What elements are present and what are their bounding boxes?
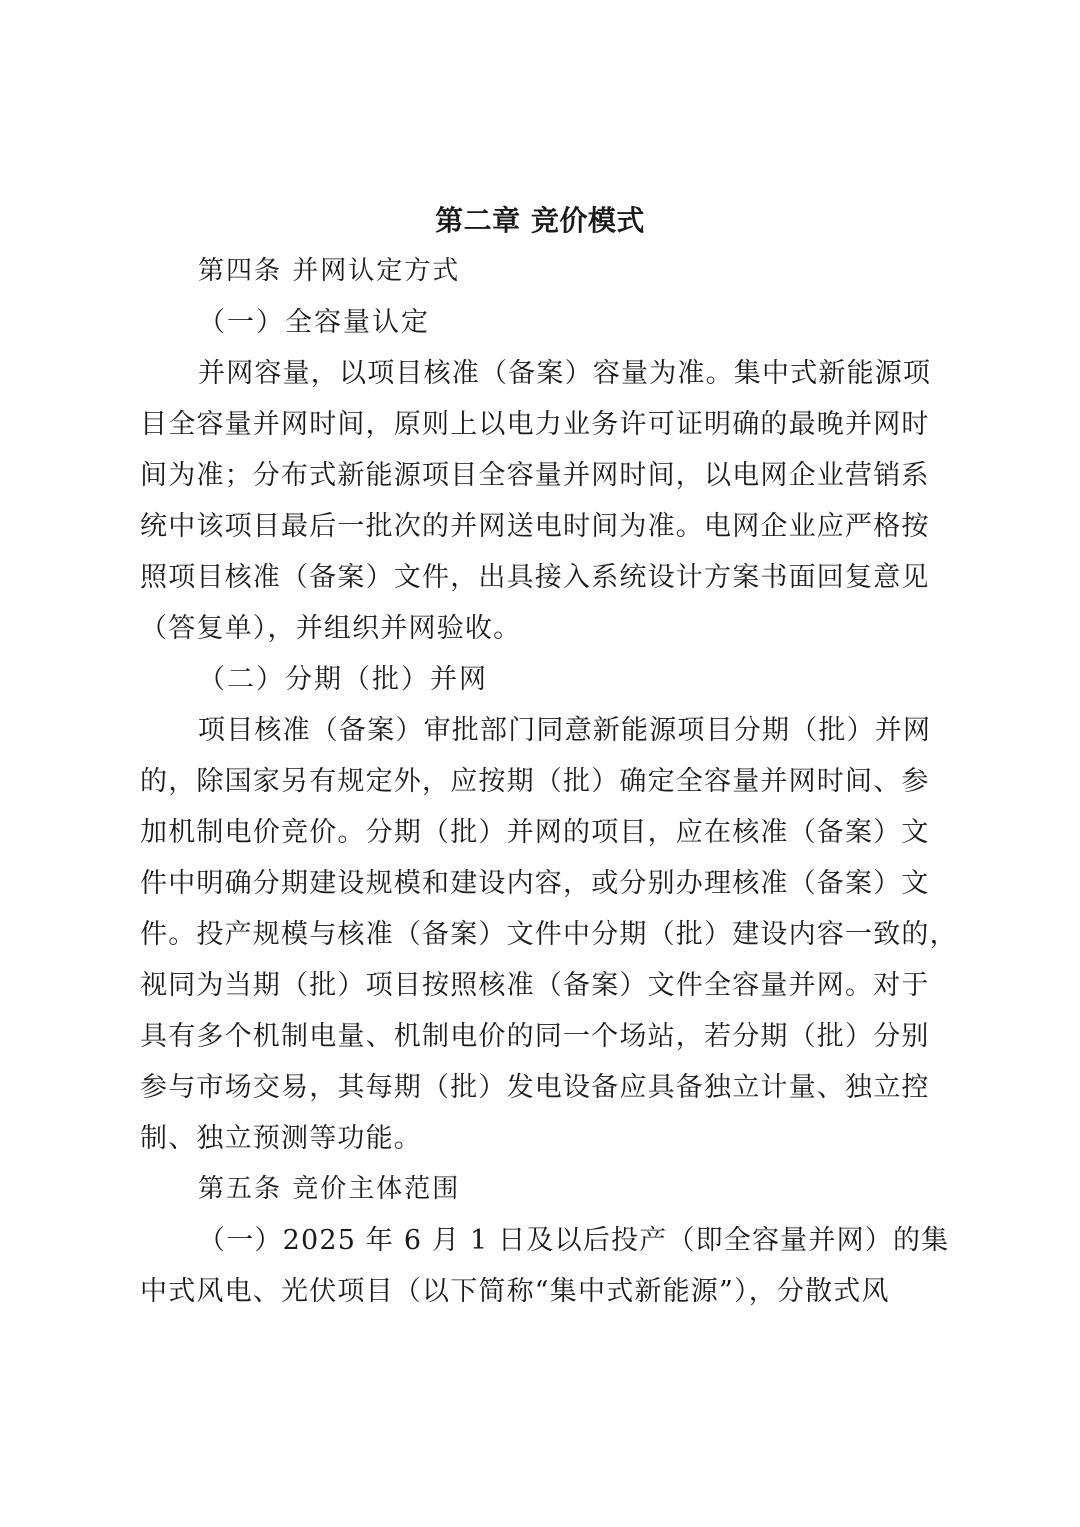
paragraph-line: 制、独立预测等功能。	[140, 1123, 422, 1154]
subsection-phased-connection	[140, 654, 958, 1164]
subsection-heading: （二）分期（批）并网	[198, 664, 488, 695]
paragraph-line: 件中明确分期建设规模和建设内容，或分别办理核准（备案）文	[140, 868, 930, 899]
article-5	[140, 1164, 950, 1317]
article-heading: 第五条 竞价主体范围	[198, 1174, 461, 1204]
paragraph-line: 目全容量并网时间，原则上以电力业务许可证明确的最晚并网时	[140, 409, 930, 440]
article-4	[140, 246, 958, 1164]
subsection-heading: （一）全容量认定	[198, 307, 430, 338]
paragraph-line: 项目核准（备案）审批部门同意新能源项目分期（批）并网	[198, 715, 932, 746]
paragraph-line: 视同为当期（批）项目按照核准（备案）文件全容量并网。对于	[140, 970, 930, 1001]
paragraph-line: 中式风电、光伏项目（以下简称“集中式新能源”），分散式风	[140, 1276, 890, 1307]
paragraph-line: 照项目核准（备案）文件，出具接入系统设计方案书面回复意见	[140, 562, 930, 593]
paragraph-line: 具有多个机制电量、机制电价的同一个场站，若分期（批）分别	[140, 1021, 930, 1052]
paragraph-line: 的，除国家另有规定外，应按期（批）确定全容量并网时间、参	[140, 766, 930, 797]
chapter-title: 第二章 竞价模式	[435, 204, 645, 237]
paragraph-line: （答复单），并组织并网验收。	[140, 613, 522, 644]
subsection-full-capacity	[140, 297, 940, 654]
paragraph-line: 加机制电价竞价。分期（批）并网的项目，应在核准（备案）文	[140, 817, 930, 848]
paragraph-line: 统中该项目最后一批次的并网送电时间为准。电网企业应严格按	[140, 511, 930, 542]
paragraph-line: 间为准；分布式新能源项目全容量并网时间，以电网企业营销系	[140, 460, 930, 491]
paragraph-line: （一）2025 年 6 月 1 日及以后投产（即全容量并网）的集	[198, 1225, 950, 1256]
paragraph-line: 并网容量，以项目核准（备案）容量为准。集中式新能源项	[198, 358, 932, 389]
paragraph-line: 参与市场交易，其每期（批）发电设备应具备独立计量、独立控	[140, 1072, 930, 1103]
paragraph-line: 件。投产规模与核准（备案）文件中分期（批）建设内容一致的，	[140, 919, 958, 950]
document-page	[140, 196, 958, 1317]
article-heading: 第四条 并网认定方式	[198, 256, 461, 286]
